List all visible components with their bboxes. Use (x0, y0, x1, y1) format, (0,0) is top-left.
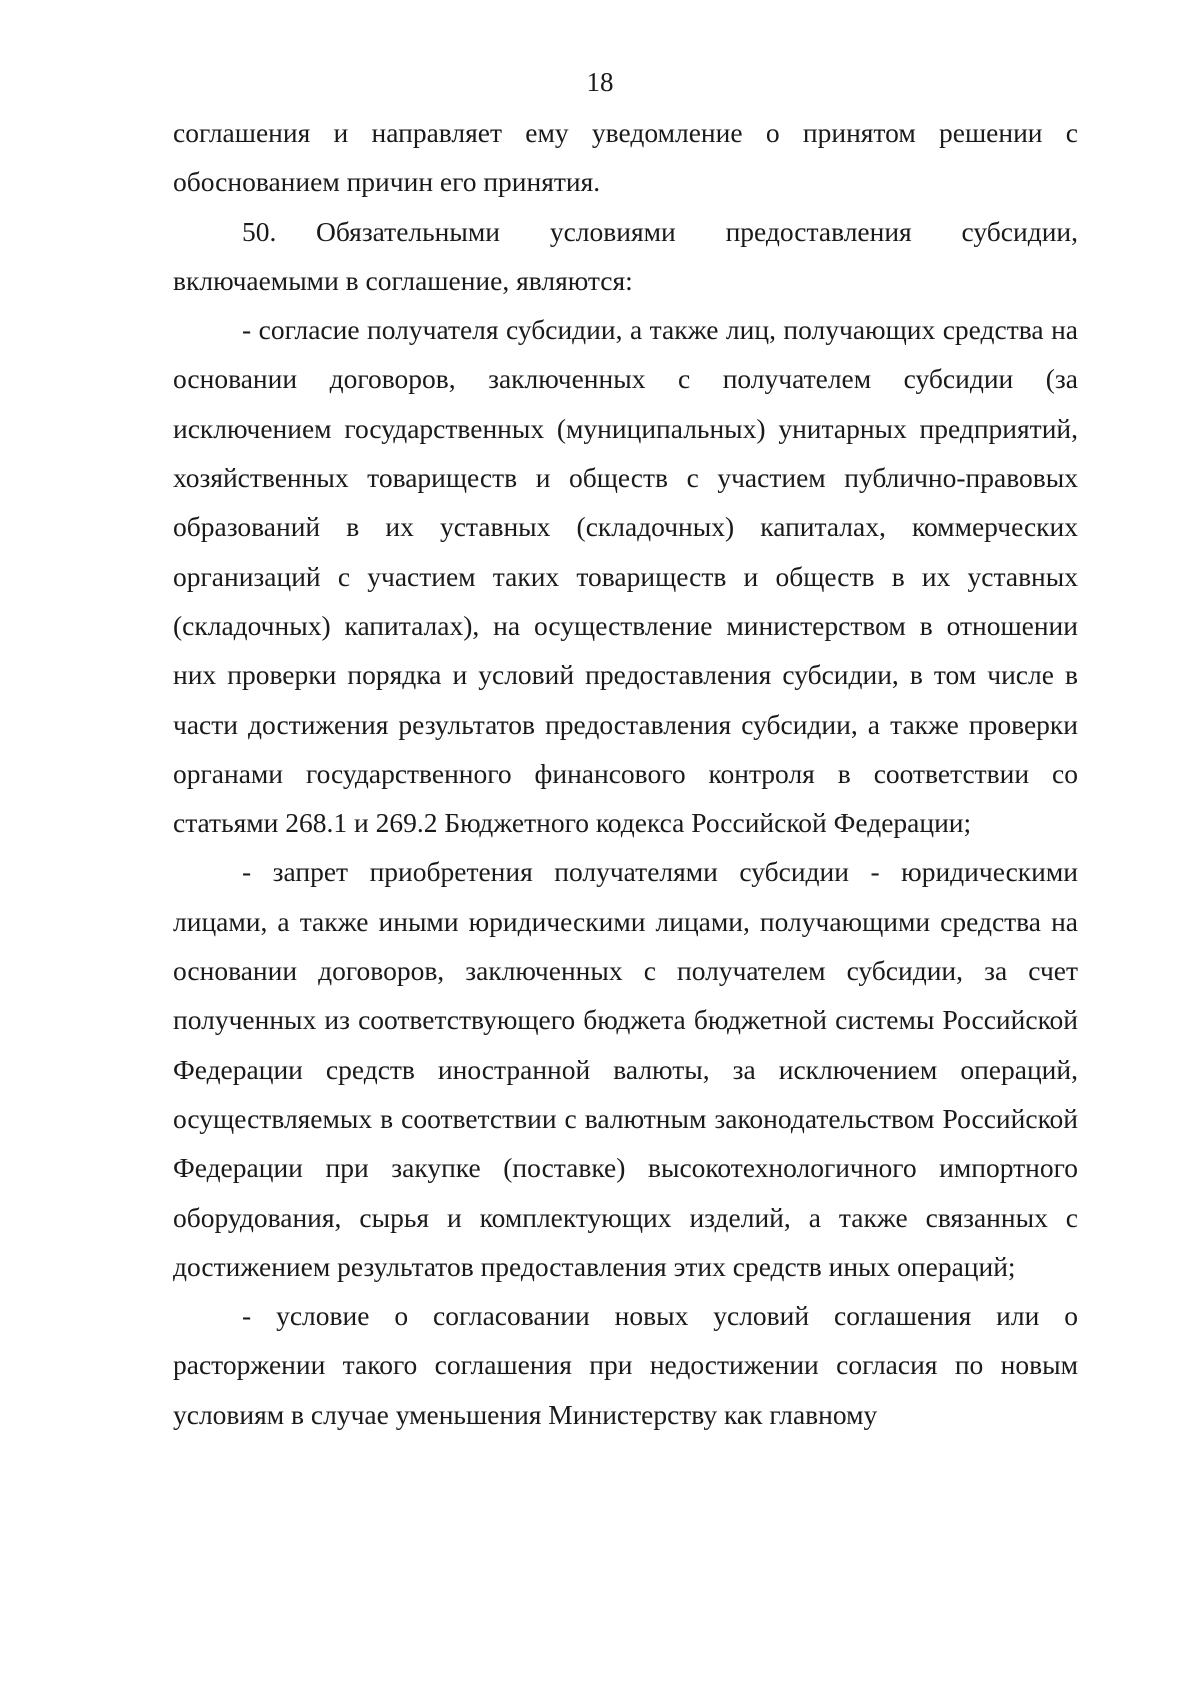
paragraph-continuation: соглашения и направляет ему уведомление о принятом решении с обоснованием причин его принятия. (173, 117, 1078, 198)
list-item-condition: - условие о согласовании новых условий соглашения или о расторжении такого соглашения при недостижении согласия по новым условиям в случае уменьшения Министерству как главному (173, 1300, 1078, 1430)
document-body (173, 108, 1078, 1439)
list-item-prohibition: - запрет приобретения получателями субсидии - юридическими лицами, а также иными юридическими лицами, получающими средства на основании договоров, заключенных с получателем субсидии, за счет полученных из соответствующего бюджета бюджетной системы Российской Федерации средств иностранной валюты, за исключением операций, осуществляемых в соответствии с валютным законодательством Российской Федерации при закупке (поставке) высокотехнологичного импортного оборудования, сырья и комплектующих изделий, а также связанных с достижением результатов предоставления этих средств иных операций; (173, 856, 1078, 1282)
paragraph-number: 50. (242, 215, 277, 247)
list-item-consent: - согласие получателя субсидии, а также лиц, получающих средства на основании договоров, заключенных с получателем субсидии (за исключением государственных (муниципальных) унитарных предприятий, хозяйственных товариществ и обществ с участием публично-правовых образований в их уставных (складочных) капиталах, коммерческих организаций с участием таких товариществ и обществ в их уставных (складочных) капиталах), на осуществление министерством в отношении них проверки порядка и условий предоставления субсидии, в том числе в части достижения результатов предоставления субсидии, а также проверки органами государственного финансового контроля в соответствии со статьями 268.1 и 269.2 Бюджетного кодекса Российской Федерации; (173, 314, 1078, 839)
paragraph-text: Обязательными условиями предоставления субсидии, включаемыми в соглашение, являются: (173, 215, 1078, 296)
page-number: 18 (586, 67, 614, 97)
paragraph-50 (173, 207, 1078, 306)
